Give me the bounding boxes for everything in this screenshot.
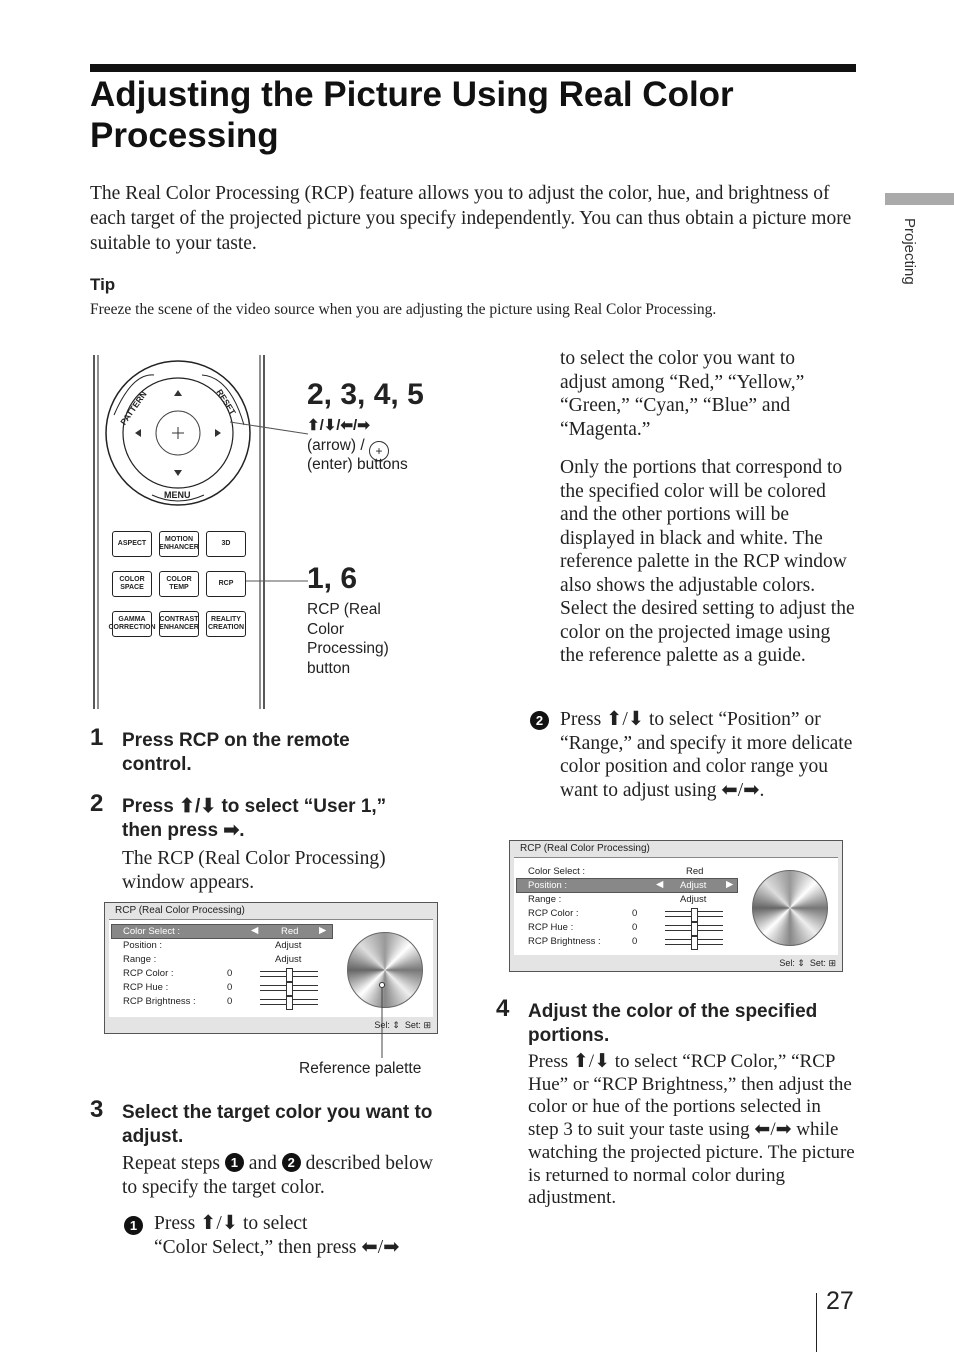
step-2-heading-b: then press ➡. (122, 820, 245, 841)
step-2-number: 2 (90, 790, 104, 817)
remote-aspect-button[interactable]: ASPECT (112, 531, 152, 557)
row-label: RCP Brightness : (123, 996, 196, 1007)
sub-step-2-marker: 2 (530, 711, 549, 730)
step-4-number: 4 (496, 995, 510, 1022)
rcp-caption-line: button (307, 659, 351, 677)
callout-steps-2345: 2, 3, 4, 5 (307, 378, 424, 411)
window-body (514, 857, 838, 955)
row-label: Range : (528, 894, 562, 905)
dial-label-menu: MENU (164, 490, 191, 500)
reference-palette (752, 870, 828, 946)
sub-step-2-text: Press ⬆/⬇ to select “Position” or “Range,” and specify it more delicate color position and color range you want to adjust using ⬅/➡. (560, 709, 853, 801)
remote-reality-creation-button[interactable]: REALITY CREATION (206, 611, 246, 637)
updown-icon: ⇕ (392, 1020, 400, 1030)
row-label: Color Select : (528, 866, 586, 877)
row-value: Red (281, 926, 299, 937)
step-2-heading-a: Press ⬆/⬇ to select “User 1,” (122, 796, 387, 817)
row-value: 0 (632, 922, 638, 933)
enter-icon: + (369, 441, 389, 461)
enter-icon: ⊞ (423, 1020, 431, 1030)
row-label: Color Select : (123, 926, 181, 937)
remote-motion-enhancer-button[interactable]: MOTION ENHANCER (159, 531, 199, 557)
right-arrow-icon: ▶ (726, 879, 734, 890)
page-title: Adjusting the Picture Using Real Color Processing (90, 75, 734, 155)
remote-contrast-enhancer-button[interactable]: CONTRAST ENHANCER (159, 611, 199, 637)
circle-num-2: 2 (282, 1153, 301, 1172)
window-title: RCP (Real Color Processing) (115, 905, 245, 916)
row-value: 0 (227, 996, 233, 1007)
rcp-caption-line: Processing) (307, 640, 389, 657)
window-title: RCP (Real Color Processing) (520, 843, 650, 854)
row-value: 0 (227, 968, 233, 979)
dial-label-pattern: PATTERN (118, 389, 149, 427)
callout-steps-16: 1, 6 (307, 562, 358, 595)
left-arrow-icon: ◀ (251, 925, 259, 936)
step-4-heading: Adjust the color of the specified portions. (528, 1001, 818, 1046)
tip-text: Freeze the scene of the video source when you are adjusting the picture using Real Color Processing. (90, 301, 717, 318)
rcp-caption-line: Color (307, 620, 345, 638)
row-value: 0 (632, 908, 638, 919)
row-value: Red (686, 866, 704, 877)
rcp-window-2 (509, 840, 843, 972)
remote-rcp-button[interactable]: RCP (206, 571, 246, 597)
callout-enter-text: (enter) buttons (307, 456, 408, 473)
sub-step-1-continued: to select the color you want to adjust among “Red,” “Yellow,” “Green,” “Cyan,” “Blue” and “Magenta.” (560, 348, 805, 440)
row-label: RCP Hue : (528, 922, 574, 933)
step-1-number: 1 (90, 724, 104, 751)
brightness-slider (260, 996, 318, 1008)
row-label: RCP Hue : (123, 982, 169, 993)
step-2-body: The RCP (Real Color Processing) window appears. (122, 848, 386, 893)
hue-slider (665, 922, 723, 934)
step-3-text: Repeat steps (122, 1153, 221, 1174)
arrow-text: (arrow) / (307, 437, 365, 454)
palette-callout-line (378, 982, 388, 1058)
circle-num-1: 1 (225, 1153, 244, 1172)
updown-icon: ⇕ (797, 958, 805, 968)
row-value: Adjust (275, 940, 302, 951)
callout-lines (230, 420, 310, 590)
row-label: RCP Color : (528, 908, 579, 919)
right-arrow-icon: ▶ (319, 925, 327, 936)
row-value: Adjust (680, 880, 707, 891)
step-3-text: described below to specify the target color. (122, 1153, 433, 1198)
footer-sel: Sel: (779, 958, 795, 968)
remote-3d-button[interactable]: 3D (206, 531, 246, 557)
reference-palette-label: Reference palette (299, 1060, 422, 1077)
step-3-text: and (248, 1153, 277, 1174)
footer-sel: Sel: (374, 1020, 390, 1030)
step-4-body: Press ⬆/⬇ to select “RCP Color,” “RCP Hue” or “RCP Brightness,” then adjust the color or hue of the portions selected in step 3 to suit your taste using ⬅/➡ while watching the projected picture. The picture is returned to normal color during adjustment. (528, 1051, 855, 1209)
remote-color-temp-button[interactable]: COLOR TEMP (159, 571, 199, 597)
intro-paragraph: The Real Color Processing (RCP) feature allows you to adjust the color, hue, and brightness of each target of the projected picture you specify independently. You can thus obtain a picture more suitable to your taste. (90, 183, 852, 254)
color-slider (665, 908, 723, 920)
section-tab (885, 193, 954, 205)
remote-gamma-correction-button[interactable]: GAMMA CORRECTION (112, 611, 152, 637)
sub-step-1-paragraph: Only the portions that correspond to the specified color will be colored and the other portions will be displayed in black and white. The reference palette in the RCP window also shows the adjustable colors. Select the desired setting to adjust the color on the projected image using the reference palette as a guide. (560, 457, 855, 666)
page-number-rule (816, 1293, 817, 1352)
tip-heading: Tip (90, 275, 116, 294)
row-label: Range : (123, 954, 157, 965)
side-label: Projecting (901, 218, 918, 285)
rcp-caption (307, 600, 389, 678)
enter-icon: ⊞ (828, 958, 836, 968)
row-value: Adjust (680, 894, 707, 905)
footer-set: Set: (404, 1020, 421, 1030)
hue-slider (260, 982, 318, 994)
footer-set: Set: (809, 958, 826, 968)
row-value: 0 (227, 982, 233, 993)
remote-color-space-button[interactable]: COLOR SPACE (112, 571, 152, 597)
color-slider (260, 968, 318, 980)
brightness-slider (665, 936, 723, 948)
dial-label-reset: RESET (214, 387, 238, 417)
sub-step-1-marker: 1 (124, 1216, 143, 1235)
step-1-heading: Press RCP on the remote control. (122, 730, 350, 775)
rcp-caption-line: RCP (Real (307, 601, 381, 618)
sub-step-1-line-b: “Color Select,” then press ⬅/➡ (154, 1237, 400, 1258)
step-3-body (122, 1152, 452, 1199)
step-3-heading: Select the target color you want to adjust. (122, 1102, 433, 1147)
sub-step-1-line-a: Press ⬆/⬇ to select (154, 1213, 308, 1234)
window-footer (779, 958, 836, 969)
row-value: 0 (632, 936, 638, 947)
row-label: RCP Brightness : (528, 936, 601, 947)
left-arrow-icon: ◀ (656, 879, 664, 890)
row-label: Position : (123, 940, 163, 951)
callout-arrow-glyphs: ⬆/⬇/⬅/➡ (307, 417, 370, 434)
page-number: 27 (826, 1287, 854, 1315)
title-rule (90, 64, 856, 72)
row-label: Position : (528, 880, 568, 891)
row-label: RCP Color : (123, 968, 174, 979)
row-value: Adjust (275, 954, 302, 965)
step-3-number: 3 (90, 1096, 104, 1123)
